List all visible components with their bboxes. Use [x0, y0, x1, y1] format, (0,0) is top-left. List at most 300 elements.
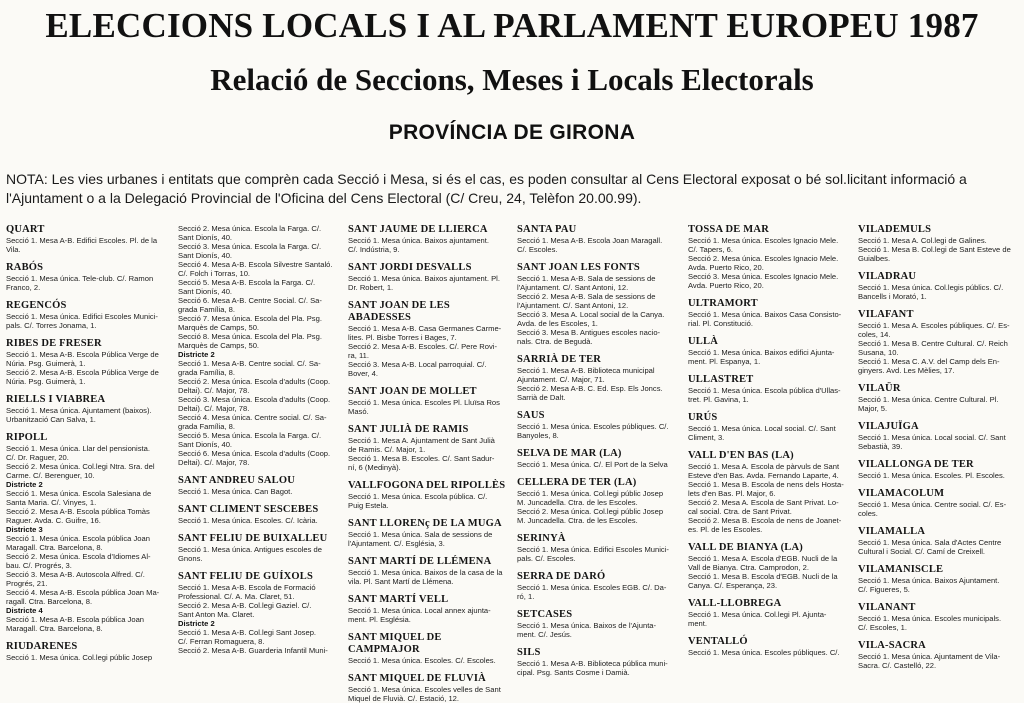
- section-line: Maragall. Ctra. Barcelona, 8.: [6, 624, 103, 633]
- municipality-entry: [688, 412, 848, 442]
- section-line: Secció 4. Mesa A-B. Escola Silvestre Santaló.: [178, 260, 333, 269]
- section-line: C/. Indústria, 9.: [348, 245, 400, 254]
- section-line: Secció 1. Mesa A-B. Sala de sessions de: [517, 274, 656, 283]
- municipality-name: SELVA DE MAR (LA): [517, 448, 622, 459]
- municipality-name: SANT CLIMENT SESCEBES: [178, 504, 319, 515]
- municipality-entry: [688, 598, 848, 628]
- municipality-name: VILADRAU: [858, 271, 917, 282]
- municipality-entry: [348, 300, 508, 378]
- municipality-name: VALL DE BIANYA (LA): [688, 542, 803, 553]
- column-1: [6, 224, 168, 662]
- municipality-entry: [178, 571, 338, 655]
- section-line: Ajuntament. C/. Major, 71.: [517, 375, 605, 384]
- section-line: Núria. Psg. Guimerà, 1.: [6, 377, 86, 386]
- district-label: Districte 2: [178, 350, 215, 359]
- municipality-entry: [6, 432, 168, 633]
- section-line: M. Juncadella. Ctra. de les Escoles.: [517, 498, 638, 507]
- section-line: Secció 1. Mesa única. Escoles municipals.: [858, 614, 1002, 623]
- section-line: Secció 1. Mesa única. Escoles. C/. Escoles.: [348, 656, 496, 665]
- section-line: Miquel de Fluvià. C/. Estació, 12.: [348, 694, 460, 703]
- municipality-entry: [348, 262, 508, 292]
- municipality-entry: [688, 542, 848, 590]
- column-6: [858, 224, 1020, 670]
- municipality-name: SANT MIQUEL DE CAMPMAJOR: [348, 632, 442, 655]
- municipality-entry: [688, 298, 848, 328]
- section-line: Guialbes.: [858, 254, 891, 263]
- section-line: Secció 1. Mesa única. Escoles. C/. Icària.: [178, 516, 318, 525]
- municipality-name: SANT JULIÀ DE RAMIS: [348, 424, 469, 435]
- municipality-entry: [517, 262, 679, 346]
- section-line: Secció 1. Mesa A-B. Biblioteca municipal: [517, 366, 655, 375]
- section-line: Sant Dionís, 40.: [178, 251, 233, 260]
- municipality-entry: [858, 383, 1020, 413]
- section-line: ní, 6 (Medinyà).: [348, 463, 401, 472]
- municipality-name: SANT JOAN LES FONTS: [517, 262, 640, 273]
- section-line: Secció 2. Mesa A-B. Escola Pública Verge de: [6, 368, 159, 377]
- municipality-name: VALL D'EN BAS (LA): [688, 450, 794, 461]
- section-line: Raguer. Avda. C. Guifre, 16.: [6, 516, 101, 525]
- section-line: Secció 7. Mesa única. Escola del Pla. Psg.: [178, 314, 322, 323]
- municipality-name: ULLÀ: [688, 336, 718, 347]
- municipality-entry: [858, 271, 1020, 301]
- listing-columns: [0, 224, 1024, 703]
- section-line: Secció 2. Mesa A-B. Escoles. C/. Pere Rovi-: [348, 342, 497, 351]
- section-line: Marquès de Camps, 50.: [178, 341, 260, 350]
- section-line: Secció 1. Mesa B. Escola de nens dels Hosta-: [688, 480, 844, 489]
- section-line: ra, 11.: [348, 351, 369, 360]
- municipality-name: VILANANT: [858, 602, 916, 613]
- section-line: Secció 1. Mesa única. Escoles. Pl. Escoles.: [858, 471, 1005, 480]
- municipality-entry: [6, 394, 168, 424]
- section-line: Secció 1. Mesa B. Centre Cultural. C/. Reich: [858, 339, 1008, 348]
- section-line: Gnons.: [178, 554, 203, 563]
- section-line: Sebastià, 39.: [858, 442, 903, 451]
- municipality-name: SANT LLORENç DE LA MUGA: [348, 518, 502, 529]
- section-line: bau. C/. Progrés, 3.: [6, 561, 72, 570]
- section-line: Secció 1. Mesa única. Col.legi públic Josep: [517, 489, 664, 498]
- section-line: de Ramis. C/. Major, 1.: [348, 445, 426, 454]
- section-line: Secció 1. Mesa única. Escoles Ignacio Mele.: [688, 236, 839, 245]
- municipality-name: SANTA PAU: [517, 224, 577, 235]
- municipality-name: VENTALLÓ: [688, 636, 748, 647]
- municipality-entry: [858, 459, 1020, 480]
- section-line: Santa Maria. C/. Vinyes, 1.: [6, 498, 97, 507]
- section-line: Carme. C/. Berenguer, 10.: [6, 471, 95, 480]
- section-line: Sacra. C/. Castelló, 22.: [858, 661, 937, 670]
- municipality-entry: [517, 448, 679, 469]
- section-line: Secció 1. Mesa única. Baixos de l'Ajunta-: [517, 621, 657, 630]
- section-line: Secció 1. Mesa única. Escola Salesiana de: [6, 489, 152, 498]
- section-line: Secció 1. Mesa única. Baixos Casa Consisto-: [688, 310, 842, 319]
- section-line: Climent, 3.: [688, 433, 725, 442]
- municipality-name: ULLASTRET: [688, 374, 754, 385]
- section-line: Secció 1. Mesa A-B. Casa Germanes Carme-: [348, 324, 502, 333]
- municipality-entry: [348, 224, 508, 254]
- section-line: Secció 1. Mesa única. Escola pública. C/.: [348, 492, 488, 501]
- section-line: Secció 1. Mesa única. Local annex ajunta-: [348, 606, 491, 615]
- section-line: Banyoles, 8.: [517, 431, 559, 440]
- municipality-name: SANT JORDI DESVALLS: [348, 262, 472, 273]
- section-line: M. Juncadella. Ctra. de les Escoles.: [517, 516, 638, 525]
- section-line: Secció 1. Mesa única. Escoles públiques. C/.: [688, 648, 840, 657]
- district-label: Districte 4: [6, 606, 43, 615]
- section-line: Maragall. Ctra. Barcelona, 8.: [6, 543, 103, 552]
- municipality-entry: [348, 632, 508, 665]
- municipality-name: SANT FELIU DE GUÍXOLS: [178, 571, 313, 582]
- section-line: Secció 6. Mesa única. Escola d'adults (Coop.: [178, 449, 331, 458]
- section-line: Secció 1. Mesa B. Escola d'EGB. Nucli de la: [688, 572, 838, 581]
- section-line: Secció 3. Mesa única. Escola d'adults (Coop.: [178, 395, 331, 404]
- section-line: lites. Pl. Bisbe Torres i Bages, 7.: [348, 333, 457, 342]
- section-line: pals. C/. Torres Jonama, 1.: [6, 321, 97, 330]
- section-line: C/. Ferran Romaguera, 8.: [178, 637, 265, 646]
- municipality-name: VILALLONGA DE TER: [858, 459, 974, 470]
- section-line: Bover, 4.: [348, 369, 378, 378]
- municipality-entry: [348, 556, 508, 586]
- section-line: Secció 2. Mesa única. Col.legi Ntra. Sra. del: [6, 462, 155, 471]
- section-line: Secció 2. Mesa A-B. C. Ed. Esp. Els Joncs.: [517, 384, 663, 393]
- section-line: Núria. Psg. Guimerà, 1.: [6, 359, 86, 368]
- municipality-name: SANT FELIU DE BUIXALLEU: [178, 533, 328, 544]
- province-heading: PROVÍNCIA DE GIRONA: [388, 121, 636, 144]
- section-line: Urbanització Can Salva, 1.: [6, 415, 96, 424]
- section-line: Susana, 10.: [858, 348, 899, 357]
- municipality-entry: [517, 571, 679, 601]
- section-line: lets d'en Bas. Pl. Major, 6.: [688, 489, 776, 498]
- municipality-entry: [348, 480, 508, 510]
- municipality-entry: [348, 594, 508, 624]
- municipality-name: QUART: [6, 224, 45, 235]
- municipality-name: SARRIÀ DE TER: [517, 354, 602, 365]
- section-line: Deltai). C/. Major, 78.: [178, 458, 250, 467]
- column-2: [178, 224, 338, 655]
- section-line: Secció 1. Mesa A. Ajuntament de Sant Julià: [348, 436, 495, 445]
- municipality-entry: [858, 309, 1020, 375]
- municipality-name: VILAMACOLUM: [858, 488, 945, 499]
- section-line: Secció 1. Mesa única. Col.legis públics. C/.: [858, 283, 1004, 292]
- municipality-name: REGENCÓS: [6, 300, 67, 311]
- municipality-entry: [178, 504, 338, 525]
- section-line: Secció 5. Mesa única. Escola la Farga. C/.: [178, 431, 322, 440]
- municipality-entry: [6, 338, 168, 386]
- section-line: Secció 1. Mesa A. Col.legi de Galines.: [858, 236, 987, 245]
- municipality-entry: [517, 533, 679, 563]
- municipality-entry: [517, 354, 679, 402]
- municipality-entry: [178, 475, 338, 496]
- section-line: Sant Dionís, 40.: [178, 440, 233, 449]
- municipality-entry: [517, 224, 679, 254]
- section-line: Secció 6. Mesa A-B. Centre Social. C/. Sa-: [178, 296, 322, 305]
- section-line: Deltai). C/. Major, 78.: [178, 404, 250, 413]
- section-line: Secció 3. Mesa única. Escola la Farga. C/.: [178, 242, 322, 251]
- section-line: Secció 1. Mesa única. Baixos ajuntament.: [348, 236, 489, 245]
- municipality-entry: [6, 300, 168, 330]
- section-line: l'Ajuntament. C/. Sant Antoni, 12.: [517, 283, 629, 292]
- section-line: Secció 1. Mesa A-B. Escola de Formació: [178, 583, 316, 592]
- municipality-entry: [348, 673, 508, 703]
- section-line: ment.: [688, 619, 707, 628]
- section-line: l'Ajuntament. C/. Església, 3.: [348, 539, 445, 548]
- section-line: C/. Figueres, 5.: [858, 585, 910, 594]
- section-line: Secció 1. Mesa única. Edifici Escoles Munici-: [6, 312, 158, 321]
- section-line: Sarrià de Dalt.: [517, 393, 566, 402]
- section-line: Secció 2. Mesa A-B. Escola pública Tomàs: [6, 507, 150, 516]
- section-line: grada Família, 8.: [178, 368, 235, 377]
- section-line: Secció 2. Mesa B. Escola de nens de Joanet-: [688, 516, 842, 525]
- section-line: Sant Anton Ma. Claret.: [178, 610, 255, 619]
- section-line: Secció 3. Mesa única. Escoles Ignacio Mele.: [688, 272, 839, 281]
- section-line: Dr. Robert, 1.: [348, 283, 394, 292]
- municipality-name: URÚS: [688, 412, 718, 423]
- section-line: Bancells i Morató, 1.: [858, 292, 927, 301]
- section-line: Secció 1. Mesa única. Escola pública d'Ullas-: [688, 386, 841, 395]
- section-line: C/. Folch i Torras, 10.: [178, 269, 251, 278]
- section-line: Major, 5.: [858, 404, 888, 413]
- section-line: Avda. Puerto Rico, 20.: [688, 281, 764, 290]
- section-line: C/. Escoles, 1.: [858, 623, 907, 632]
- section-line: coles, 14.: [858, 330, 891, 339]
- municipality-name: RIBES DE FRESER: [6, 338, 102, 349]
- section-line: C/. Tapers, 6.: [688, 245, 734, 254]
- section-line: Secció 1. Mesa B. Escoles. C/. Sant Sadur-: [348, 454, 495, 463]
- section-line: Secció 4. Mesa única. Centre social. C/. Sa-: [178, 413, 327, 422]
- municipality-entry: [858, 564, 1020, 594]
- section-line: Vila.: [6, 245, 21, 254]
- municipality-name: SANT JOAN DE LES ABADESSES: [348, 300, 450, 323]
- section-line: C/. Escoles.: [517, 245, 558, 254]
- municipality-name: SANT MIQUEL DE FLUVIÀ: [348, 673, 486, 684]
- section-line: grada Família, 8.: [178, 305, 235, 314]
- section-line: Secció 1. Mesa A. Escola de pàrvuls de Sant: [688, 462, 840, 471]
- section-line: Secció 1. Mesa A-B. Centre social. C/. Sa-: [178, 359, 321, 368]
- section-line: ragall. Ctra. Barcelona, 8.: [6, 597, 93, 606]
- section-line: Secció 1. Mesa única. Baixos de la casa de la: [348, 568, 503, 577]
- section-line: pals. C/. Escoles.: [517, 554, 576, 563]
- municipality-entry: [858, 224, 1020, 263]
- section-line: Secció 1. Mesa única. Centre Cultural. Pl.: [858, 395, 999, 404]
- section-line: Puig Estela.: [348, 501, 389, 510]
- section-line: Secció 1. Mesa única. Col.legi públic Josep: [6, 653, 153, 662]
- section-line: Secció 1. Mesa única. Ajuntament de Vila-: [858, 652, 1001, 661]
- section-line: Marquès de Camps, 50.: [178, 323, 260, 332]
- section-line: Secció 1. Mesa A-B. Escola Pública Verge de: [6, 350, 159, 359]
- municipality-name: RIPOLL: [6, 432, 48, 443]
- section-line: Secció 1. Mesa única. Edifici Escoles Munici-: [517, 545, 669, 554]
- section-line: Secció 2. Mesa A-B. Col.legi Gaziel. C/.: [178, 601, 312, 610]
- section-line: coles.: [858, 509, 878, 518]
- municipality-name: RIELLS I VIABREA: [6, 394, 106, 405]
- municipality-name: VILAJUÏGA: [858, 421, 919, 432]
- municipality-name: VILAMALLA: [858, 526, 926, 537]
- municipality-name: SANT JAUME DE LLIERCA: [348, 224, 488, 235]
- section-line: Secció 1. Mesa única. Escola pública Joan: [6, 534, 150, 543]
- municipality-entry: [858, 640, 1020, 670]
- section-line: Secció 1. Mesa A-B. Edifici Escoles. Pl. de la: [6, 236, 158, 245]
- section-line: Cultural i Social. C/. Camí de Creixell.: [858, 547, 986, 556]
- municipality-entry: [517, 477, 679, 525]
- municipality-entry: [178, 533, 338, 563]
- section-line: Secció 1. Mesa única. Escoles velles de Sant: [348, 685, 501, 694]
- municipality-name: SILS: [517, 647, 541, 658]
- section-line: ment. Pl. Església.: [348, 615, 411, 624]
- section-line: Avda. de les Escoles, 1.: [517, 319, 598, 328]
- section-line: Vall de Bianya. Ctra. Camprodon, 2.: [688, 563, 809, 572]
- section-line: Secció 1. Mesa A-B. Escola Joan Maragall.: [517, 236, 663, 245]
- section-line: Secció 1. Mesa única. Ajuntament (baixos).: [6, 406, 152, 415]
- section-line: Deltai). C/. Major, 78.: [178, 386, 250, 395]
- section-line: vila. Pl. Sant Martí de Llémena.: [348, 577, 454, 586]
- municipality-name: VILA-SACRA: [858, 640, 926, 651]
- municipality-entry: [348, 518, 508, 548]
- municipality-entry: [517, 410, 679, 440]
- section-line: Professional. C/. A. Ma. Claret, 51.: [178, 592, 295, 601]
- section-line: tret. Pl. Gavina, 1.: [688, 395, 749, 404]
- section-line: Secció 2. Mesa A-B. Sala de sessions de: [517, 292, 656, 301]
- municipality-entry: [6, 641, 168, 662]
- municipality-entry: [688, 374, 848, 404]
- section-line: Progrés, 21.: [6, 579, 48, 588]
- municipality-entry: [6, 262, 168, 292]
- municipality-name: VILAFANT: [858, 309, 914, 320]
- municipality-name: CELLERA DE TER (LA): [517, 477, 637, 488]
- municipality-name: TOSSA DE MAR: [688, 224, 769, 235]
- municipality-name: VILADEMULS: [858, 224, 932, 235]
- column-3: [348, 224, 508, 703]
- section-line: ment. C/. Jesús.: [517, 630, 572, 639]
- section-line: Secció 3. Mesa B. Antigues escoles nacio-: [517, 328, 661, 337]
- section-line: cipal. Psg. Sants Cosme i Damià.: [517, 668, 630, 677]
- section-line: Canya. C/. Esperança, 23.: [688, 581, 778, 590]
- municipality-name: VALL-LLOBREGA: [688, 598, 782, 609]
- section-line: Secció 1. Mesa única. Can Bagot.: [178, 487, 293, 496]
- municipality-entry: [688, 636, 848, 657]
- municipality-entry: [348, 386, 508, 416]
- section-line: Secció 1. Mesa única. Escoles EGB. C/. Da-: [517, 583, 667, 592]
- section-line: Secció 2. Mesa única. Escola d'adults (Coop.: [178, 377, 331, 386]
- municipality-name: SAUS: [517, 410, 545, 421]
- section-line: Secció 1. Mesa única. Local social. C/. Sant: [858, 433, 1006, 442]
- section-line: Secció 1. Mesa B. Col.legi de Sant Esteve de: [858, 245, 1011, 254]
- section-line: Secció 5. Mesa A-B. Escola la Farga. C/.: [178, 278, 316, 287]
- page-title: ELECCIONS LOCALS I AL PARLAMENT EUROPEU 1987: [45, 6, 979, 45]
- municipality-name: VALLFOGONA DEL RIPOLLÈS: [348, 480, 506, 491]
- municipality-entry: [178, 224, 338, 467]
- district-label: Districte 3: [6, 525, 43, 534]
- section-line: Secció 1. Mesa única. Antigues escoles de: [178, 545, 322, 554]
- section-line: Secció 1. Mesa A. Escoles públiques. C/. Es-: [858, 321, 1010, 330]
- section-line: Secció 1. Mesa única. Sala de sessions de: [348, 530, 493, 539]
- section-line: Secció 4. Mesa A-B. Escola pública Joan Ma-: [6, 588, 160, 597]
- municipality-name: SANT MARTÍ VELL: [348, 594, 449, 605]
- municipality-entry: [858, 602, 1020, 632]
- section-line: C/. Dr. Raguer, 20.: [6, 453, 69, 462]
- section-line: Secció 3. Mesa A-B. Autoscola Alfred. C/.: [6, 570, 145, 579]
- municipality-entry: [858, 526, 1020, 556]
- municipality-name: SANT MARTÍ DE LLÉMENA: [348, 556, 492, 567]
- section-line: cal social. Ctra. de Sant Privat.: [688, 507, 792, 516]
- section-line: Secció 1. Mesa única. Llar del pensionista.: [6, 444, 150, 453]
- section-line: Secció 1. Mesa única. Centre social. C/. Es-: [858, 500, 1007, 509]
- section-line: Secció 1. Mesa única. Col.legi Pl. Ajunta-: [688, 610, 827, 619]
- section-line: Secció 2. Mesa única. Escoles Ignacio Mele.: [688, 254, 839, 263]
- district-label: Districte 2: [178, 619, 215, 628]
- section-line: Secció 1. Mesa única. Baixos Ajuntament.: [858, 576, 1000, 585]
- section-line: ment. Pl. Espanya, 1.: [688, 357, 761, 366]
- section-line: Avda. Puerto Rico, 20.: [688, 263, 764, 272]
- section-line: Secció 1. Mesa única. Escoles públiques. C/.: [517, 422, 669, 431]
- municipality-entry: [517, 609, 679, 639]
- section-line: l'Ajuntament. C/. Sant Antoni, 12.: [517, 301, 629, 310]
- section-line: Masó.: [348, 407, 369, 416]
- section-line: Secció 3. Mesa A-B. Local parroquial. C/.: [348, 360, 487, 369]
- section-line: rial. Pl. Constitució.: [688, 319, 753, 328]
- column-4: [517, 224, 679, 677]
- section-line: Secció 1. Mesa única. Escoles Pl. Lluïsa Ros: [348, 398, 500, 407]
- municipality-name: SERINYÀ: [517, 533, 566, 544]
- municipality-entry: [858, 421, 1020, 451]
- section-line: Franco, 2.: [6, 283, 41, 292]
- municipality-entry: [688, 336, 848, 366]
- municipality-name: RABÓS: [6, 262, 44, 273]
- section-line: Secció 1. Mesa A. Escola d'EGB. Nucli de la: [688, 554, 838, 563]
- municipality-name: VILAMANISCLE: [858, 564, 944, 575]
- municipality-name: SETCASES: [517, 609, 573, 620]
- municipality-entry: [688, 450, 848, 534]
- municipality-name: RIUDARENES: [6, 641, 78, 652]
- section-line: Secció 3. Mesa A. Local social de la Canya.: [517, 310, 665, 319]
- section-line: Secció 1. Mesa única. C/. El Port de la Selva: [517, 460, 668, 469]
- municipality-entry: [688, 224, 848, 290]
- municipality-entry: [858, 488, 1020, 518]
- section-line: Secció 2. Mesa única. Col.legi públic Josep: [517, 507, 664, 516]
- section-line: ginyers. Avd. Les Mèlies, 17.: [858, 366, 955, 375]
- column-5: [688, 224, 848, 657]
- section-line: Secció 2. Mesa única. Escola d'Idiomes Al-: [6, 552, 151, 561]
- section-line: Secció 1. Mesa A-B. Col.legi Sant Josep.: [178, 628, 317, 637]
- section-line: ró, 1.: [517, 592, 535, 601]
- municipality-name: VILAÜR: [858, 383, 901, 394]
- municipality-entry: [6, 224, 168, 254]
- section-line: es. Pl. de les Escoles.: [688, 525, 763, 534]
- municipality-entry: [517, 647, 679, 677]
- section-line: Secció 2. Mesa A-B. Guarderia Infantil Muni-: [178, 646, 328, 655]
- page-subtitle: Relació de Seccions, Meses i Locals Electorals: [210, 62, 814, 97]
- municipality-name: ULTRAMORT: [688, 298, 758, 309]
- section-line: grada Família, 8.: [178, 422, 235, 431]
- section-line: nals. Ctra. de Begudà.: [517, 337, 593, 346]
- section-line: Secció 1. Mesa única. Baixos ajuntament. Pl.: [348, 274, 500, 283]
- section-line: Secció 2. Mesa única. Escola la Farga. C/.: [178, 224, 322, 233]
- section-line: Secció 1. Mesa C. A.V. del Camp dels En-: [858, 357, 1000, 366]
- municipality-entry: [348, 424, 508, 472]
- section-line: Secció 1. Mesa única. Local social. C/. Sant: [688, 424, 836, 433]
- municipality-name: SANT ANDREU SALOU: [178, 475, 295, 486]
- section-line: Secció 8. Mesa única. Escola del Pla. Psg.: [178, 332, 322, 341]
- section-line: Secció 1. Mesa única. Baixos edifici Ajunta-: [688, 348, 835, 357]
- municipality-name: SERRA DE DARÓ: [517, 571, 606, 582]
- section-line: Esteve d'en Bas. Avda. Fernando Laparte, 4.: [688, 471, 839, 480]
- municipality-name: SANT JOAN DE MOLLET: [348, 386, 477, 397]
- section-line: Sant Dionís, 40.: [178, 233, 233, 242]
- district-label: Districte 2: [6, 480, 43, 489]
- section-line: Secció 1. Mesa A-B. Escola pública Joan: [6, 615, 145, 624]
- section-line: Secció 2. Mesa A. Escola de Sant Privat. Lo-: [688, 498, 839, 507]
- note-paragraph: NOTA: Les vies urbanes i entitats que comprèn cada Secció i Mesa, si és el cas, es poden consultar al Cens Electoral exposat o bé sol.licitant informació a l'Ajuntament o a la Delegació Provincial de l'Oficina del Cens Electoral (C/ Creu, 24, Telèfon 20.00.99).: [6, 171, 967, 206]
- section-line: Sant Dionís, 40.: [178, 287, 233, 296]
- section-line: Secció 1. Mesa única. Tele-club. C/. Ramon: [6, 274, 154, 283]
- section-line: Secció 1. Mesa única. Sala d'Actes Centre: [858, 538, 1002, 547]
- section-line: Secció 1. Mesa A-B. Biblioteca pública muni-: [517, 659, 668, 668]
